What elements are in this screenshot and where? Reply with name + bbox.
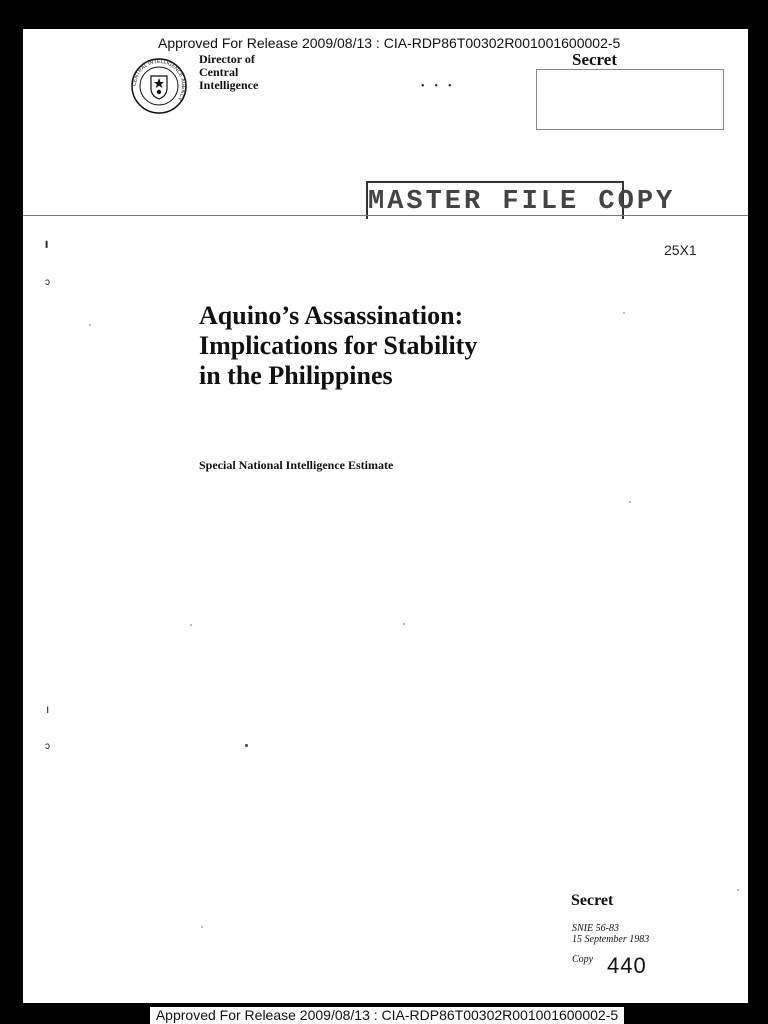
cia-seal-icon (131, 58, 187, 114)
document-date: 15 September 1983 (572, 934, 650, 945)
agency-line-3: Intelligence (199, 78, 259, 92)
scan-speck (245, 744, 248, 747)
scan-speck (403, 623, 405, 625)
scan-specks: ••• (421, 81, 462, 92)
document-title (199, 301, 477, 391)
header-rule (23, 215, 748, 216)
master-file-copy-stamp: MASTER FILE COPY (366, 181, 624, 219)
title-line-2: Implications for Stability (199, 331, 478, 360)
margin-mark: ↄ (45, 741, 50, 752)
agency-line-1: Director of (199, 52, 255, 66)
document-number: SNIE 56-83 (572, 923, 619, 934)
margin-mark: ı (46, 702, 50, 716)
document-subtitle: Special National Intelligence Estimate (199, 458, 394, 472)
document-page (23, 29, 748, 1003)
classification-bottom: Secret (571, 892, 614, 909)
release-notice-top: Approved For Release 2009/08/13 : CIA-RDP86T00302R001001600002-5 (158, 35, 621, 51)
scan-speck (737, 889, 739, 891)
classification-top: Secret (572, 50, 617, 69)
scan-speck (89, 324, 91, 326)
margin-mark: ╹ (43, 241, 51, 255)
agency-line-2: Central (199, 65, 239, 79)
classification-box (536, 69, 724, 130)
scan-speck (190, 624, 192, 626)
margin-mark: ↄ (45, 277, 50, 288)
scan-speck (629, 501, 631, 503)
agency-name (199, 53, 258, 92)
scan-speck (623, 312, 625, 314)
seal-text: CENTRAL INTELLIGENCE AGENCY (131, 58, 187, 102)
document-reference (572, 923, 649, 945)
release-notice-bottom: Approved For Release 2009/08/13 : CIA-RDP86T00302R001001600002-5 (150, 1007, 624, 1024)
title-line-3: in the Philippines (199, 361, 393, 390)
redaction-code: 25X1 (664, 242, 697, 258)
copy-label: Copy (572, 954, 594, 965)
copy-number: 440 (607, 953, 647, 978)
scan-speck (201, 926, 203, 928)
title-line-1: Aquino’s Assassination: (199, 301, 464, 330)
